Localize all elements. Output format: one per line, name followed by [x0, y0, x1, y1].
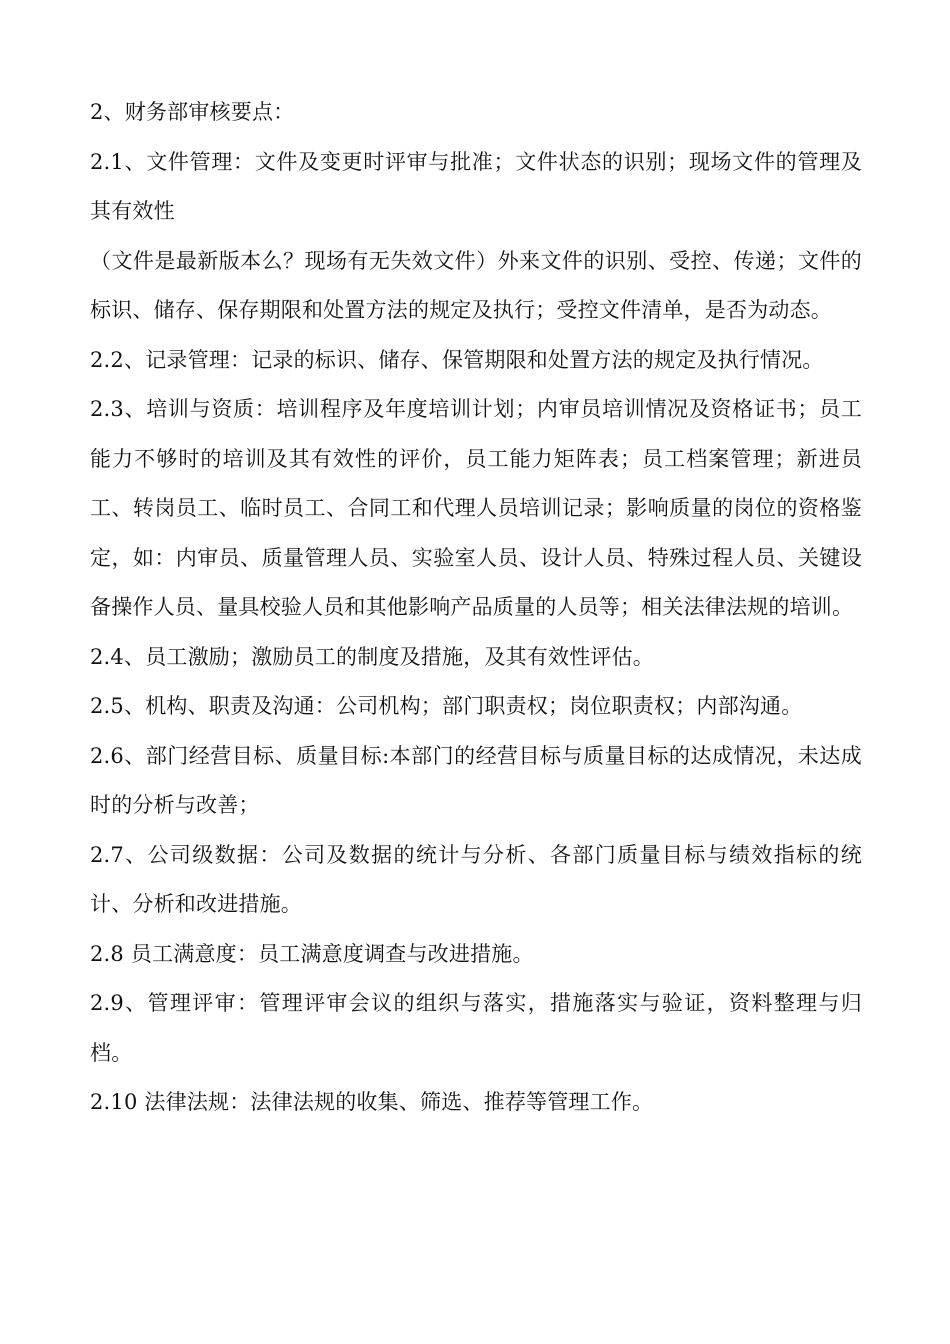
section-heading: 2、财务部审核要点：	[90, 100, 295, 124]
section-2-10-laws-regulations: 2.10 法律法规：法律法规的收集、筛选、推荐等管理工作。	[90, 1090, 654, 1114]
section-2-1-document-management: 2.1、文件管理：文件及变更时评审与批准；文件状态的识别；现场文件的管理及其有效性	[90, 149, 862, 223]
section-2-4-employee-incentives: 2.4、员工激励；激励员工的制度及措施，及其有效性评估。	[90, 644, 654, 669]
section-2-2-record-management: 2.2、记录管理：记录的标识、储存、保管期限和处置方法的规定及执行情况。	[90, 347, 824, 372]
section-2-1-continuation: （文件是最新版本么？现场有无失效文件）外来文件的识别、受控、传递；文件的标识、储存、保存期限和处置方法的规定及执行；受控文件清单，是否为动态。	[90, 248, 862, 322]
section-2-5-organization-responsibilities: 2.5、机构、职责及沟通：公司机构；部门职责权；岗位职责权；内部沟通。	[90, 694, 803, 718]
section-2-8-employee-satisfaction: 2.8 员工满意度：员工满意度调查与改进措施。	[90, 941, 534, 966]
section-2-7-company-data: 2.7、公司级数据：公司及数据的统计与分析、各部门质量目标与绩效指标的统计、分析和改进措施。	[90, 842, 862, 916]
section-2-9-management-review: 2.9、管理评审：管理评审会议的组织与落实，措施落实与验证，资料整理与归档。	[90, 991, 862, 1065]
section-2-3-training-qualification: 2.3、培训与资质：培训程序及年度培训计划；内审员培训情况及资格证书；员工能力不够时的培训及其有效性的评价，员工能力矩阵表；员工档案管理；新进员工、转岗员工、临时员工、合同工和代理人员培训记录；影响质量的岗位的资格鉴定，如：内审员、质量管理人员、实验室人员、设计人员、特殊过程人员、关键设备操作人员、量具校验人员和其他影响产品质量的人员等；相关法律法规的培训。	[90, 397, 862, 619]
section-2-6-department-objectives: 2.6、部门经营目标、质量目标:本部门的经营目标与质量目标的达成情况，未达成时的分析与改善；	[90, 743, 862, 817]
document-page	[90, 88, 862, 1128]
